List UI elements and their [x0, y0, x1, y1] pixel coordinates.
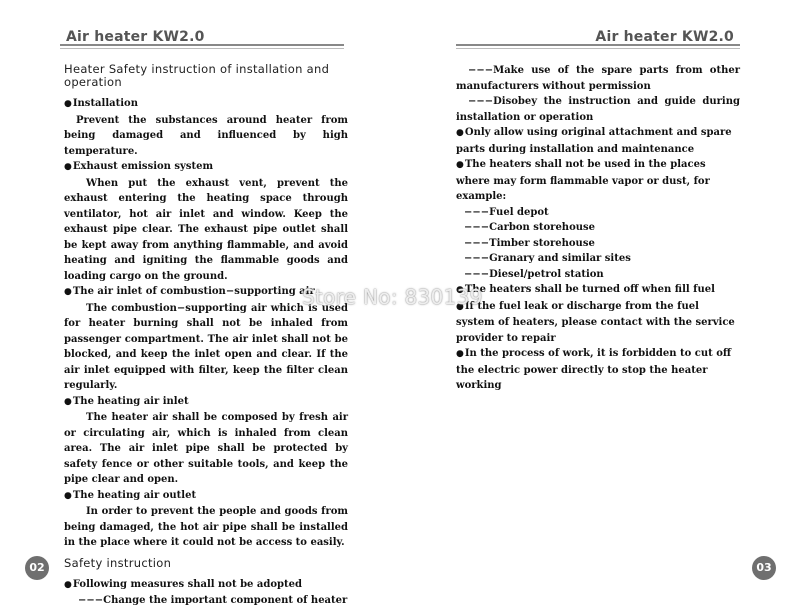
- bullet-heading-installation: ● Installation: [64, 96, 348, 113]
- dash-item-change-component: −−−Change the important component of heater: [78, 595, 348, 606]
- header-title: Air heater KW2.0: [66, 29, 205, 45]
- paragraph-heating-air-inlet: The heater air shall be composed by fresh air or circulating air, which is inhaled from clean area. The air inlet pipe shall be protected by safety fence or other suitable tools, and keep the pipe clear and open.: [64, 412, 348, 485]
- bullet-heading-heating-air-outlet: ● The heating air outlet: [64, 488, 348, 505]
- store-watermark: Store No: 830139: [302, 285, 483, 309]
- header-divider: [60, 44, 344, 46]
- bullet-electric-power: ● In the process of work, it is forbidden to cut off the electric power directly to stop the heater working: [456, 346, 740, 394]
- page-number-left: 02: [25, 556, 49, 580]
- bullet-original-attachment: ● Only allow using original attachment and spare parts during installation and maintenance: [456, 125, 740, 157]
- page-number-right: 03: [752, 556, 776, 580]
- bullet-heading-heating-air-inlet: ● The heating air inlet: [64, 394, 348, 411]
- dash-item-timber-storehouse: −−−Timber storehouse: [464, 237, 595, 249]
- paragraph-exhaust: When put the exhaust vent, prevent the exhaust entering the heating space through ventilator, hot air inlet and window. Keep the exhaust pipe clear. The exhaust pipe outlet shall be kept away from anything flammable, and avoid heating and igniting the flammable goods and loading cargo on the ground.: [64, 177, 348, 282]
- dash-item-petrol-station: −−−Diesel/petrol station: [464, 268, 604, 280]
- bullet-flammable-places: ● The heaters shall not be used in the places where may form flammable vapor or dust, for example:: [456, 157, 740, 205]
- header-divider: [456, 44, 740, 46]
- dash-item-granary: −−−Granary and similar sites: [464, 253, 631, 264]
- bullet-fuel-leak: ● If the fuel leak or discharge from the fuel system of heaters, please contact with the service provider to repair: [456, 299, 740, 347]
- dash-item-fuel-depot: −−−Fuel depot: [464, 206, 549, 218]
- dash-item-spare-parts: −−−Make use of the spare parts from other manufacturers without permission: [456, 65, 740, 92]
- bullet-heading-exhaust: ● Exhaust emission system: [64, 159, 348, 176]
- left-page: [0, 0, 400, 605]
- dash-item-disobey: −−−Disobey the instruction and guide during installation or operation: [456, 96, 740, 123]
- section-title-installation: Heater Safety instruction of installation and operation: [64, 62, 330, 89]
- dash-item-carbon-storehouse: −−−Carbon storehouse: [464, 222, 596, 233]
- paragraph-heating-air-outlet: In order to prevent the people and goods from being damaged, the hot air pipe shall be installed in the place where it could not be access to easily.: [64, 506, 348, 548]
- bullet-heading-combustion-air: ● The air inlet of combustion−supporting air: [64, 284, 348, 301]
- bullet-heading-measures: ● Following measures shall not be adopted: [64, 577, 348, 594]
- section-title-safety: Safety instruction: [64, 555, 172, 570]
- right-page-content: [456, 63, 740, 394]
- right-page: [400, 0, 800, 605]
- left-page-content: [64, 63, 348, 609]
- paragraph-combustion-air: The combustion−supporting air which is used for heater burning shall not be inhaled from passenger compartment. The air inlet shall not be blocked, and keep the inlet open and clear. If the air inlet equipped with filter, keep the filter clean regularly.: [64, 302, 348, 391]
- header-title: Air heater KW2.0: [595, 29, 734, 45]
- paragraph-installation: Prevent the substances around heater from being damaged and influenced by high temperature.: [64, 114, 348, 157]
- bullet-turn-off: ● The heaters shall be turned off when fill fuel: [456, 282, 740, 299]
